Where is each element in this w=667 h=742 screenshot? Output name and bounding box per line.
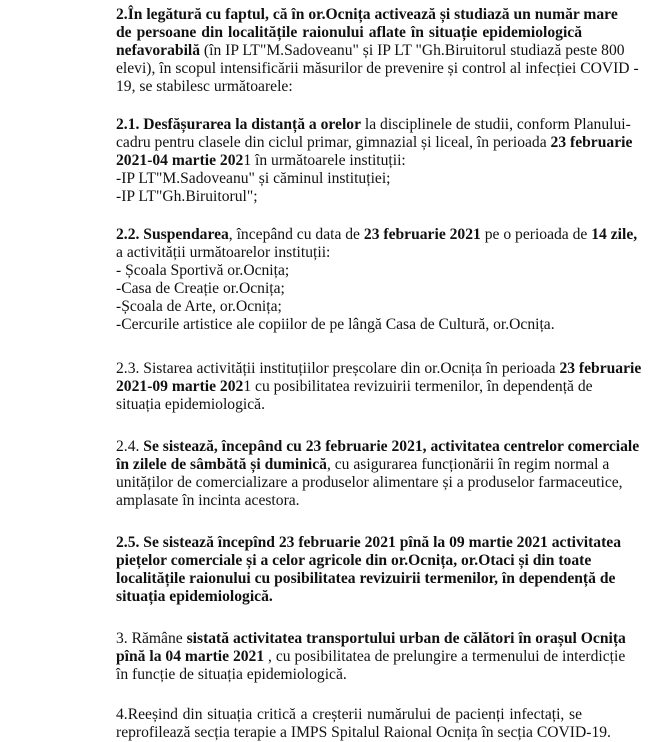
text: cu posibilitatea revizuirii termenilor, în dependență de <box>251 378 593 395</box>
text: 1 <box>243 152 252 169</box>
text: a activității următoarelor instituții: <box>116 244 331 261</box>
text-bold: localitățile raionului cu posibilitatea revizuirii termenilor, în dependență de <box>116 570 616 587</box>
text-bold: 2.2. Suspendarea <box>116 226 229 243</box>
text: 2.4. <box>116 438 144 455</box>
text-bold: 23 februarie 2021 <box>363 226 481 243</box>
text: -IP LT"M.Sadoveanu" și căminul instituției; <box>116 170 391 187</box>
text-bold: în zilele de sâmbătă și duminică <box>116 456 327 473</box>
text: -Casa de Creație or.Ocnița; <box>116 280 285 297</box>
text-bold: 2021-04 martie 202 <box>116 152 244 169</box>
text: 2.3. Sistarea activității instituțiilor preșcolare din or.Ocnița în perioada <box>116 360 560 377</box>
text: 1 <box>243 378 252 395</box>
text-bold: piețelor comerciale și a celor agricole din or.Ocnița, or.Otaci și din toate <box>116 552 592 569</box>
text: -IP LT"Gh.Biruitorul"; <box>116 188 258 205</box>
text-bold: 2021-09 martie 202 <box>116 378 244 395</box>
text-bold: sistată activitatea transportului urban de călători în orașul Ocnița <box>186 630 626 647</box>
text-bold: 2.În legătură cu faptul, că în or.Ocnița activează și studiază un număr mare <box>116 6 618 23</box>
text: , începând cu data de <box>228 226 364 243</box>
text-bold: situația epidemiologică. <box>116 588 273 605</box>
text: , cu asigurarea funcționării în regim normal a <box>326 456 610 473</box>
paragraph-2-4 <box>116 438 640 510</box>
text: amplasate în incinta acestora. <box>116 492 300 509</box>
text: 19, se stabilesc următoarele: <box>116 78 293 95</box>
text: 3. Rămâne <box>116 630 187 647</box>
paragraph-2-2 <box>116 226 638 334</box>
paragraph-3 <box>116 630 626 684</box>
paragraph-2-3 <box>116 360 642 414</box>
text: situația epidemiologică. <box>116 396 265 413</box>
paragraph-2 <box>116 6 639 96</box>
text-bold: pînă la 04 martie 2021 <box>116 648 265 665</box>
text: în funcție de situația epidemiologică. <box>116 666 347 683</box>
text-bold: 23 februarie <box>559 360 642 377</box>
text-bold: 23 februarie <box>550 134 633 151</box>
text: 4.Reeșind din situația critică a creșterii numărului de pacienți infectați, se <box>116 706 582 723</box>
paragraph-4 <box>116 706 611 742</box>
text: , cu posibilitatea de prelungire a termenului de interdicție <box>264 648 626 665</box>
paragraph-2-1 <box>116 116 633 206</box>
text-bold: nefavorabilă <box>116 42 201 59</box>
text: la disciplinele de studii, conform Planului- <box>361 116 631 133</box>
text-bold: de persoane din localitățile raionului aflate în situație epidemiologică <box>116 24 582 41</box>
text: -Cercurile artistice ale copiilor de pe lângă Casa de Cultură, or.Ocnița. <box>116 316 555 333</box>
text: unităților de comercializare a produselor alimentare și a produselor farmaceutice, <box>116 474 623 491</box>
text-bold: 14 zile, <box>591 226 638 243</box>
text: pe o perioada de <box>480 226 592 243</box>
text-bold: Se sistează, începând cu 23 februarie 2021, activitatea centrelor comerciale <box>143 438 640 455</box>
text: cadru pentru clasele din ciclul primar, gimnazial și liceal, în perioada <box>116 134 551 151</box>
paragraph-2-5 <box>116 534 622 606</box>
text: (în IP LT"M.Sadoveanu" și IP LT "Gh.Biruitorul studiază peste 800 <box>200 42 625 59</box>
text: -Școala de Arte, or.Ocnița; <box>116 298 282 315</box>
text: elevi), în scopul intensificării măsurilor de prevenire și control al infecției COVID - <box>116 60 639 77</box>
text: în următoarele instituții: <box>251 152 406 169</box>
text-bold: 2.5. Se sistează începînd 23 februarie 2021 pînă la 09 martie 2021 activitatea <box>116 534 622 551</box>
text: reprofilează secția terapie a IMPS Spitalul Raional Ocnița în secția COVID-19. <box>116 724 611 741</box>
text-bold: 2.1. Desfășurarea la distanță a orelor <box>116 116 361 133</box>
text: - Școala Sportivă or.Ocnița; <box>116 262 290 279</box>
